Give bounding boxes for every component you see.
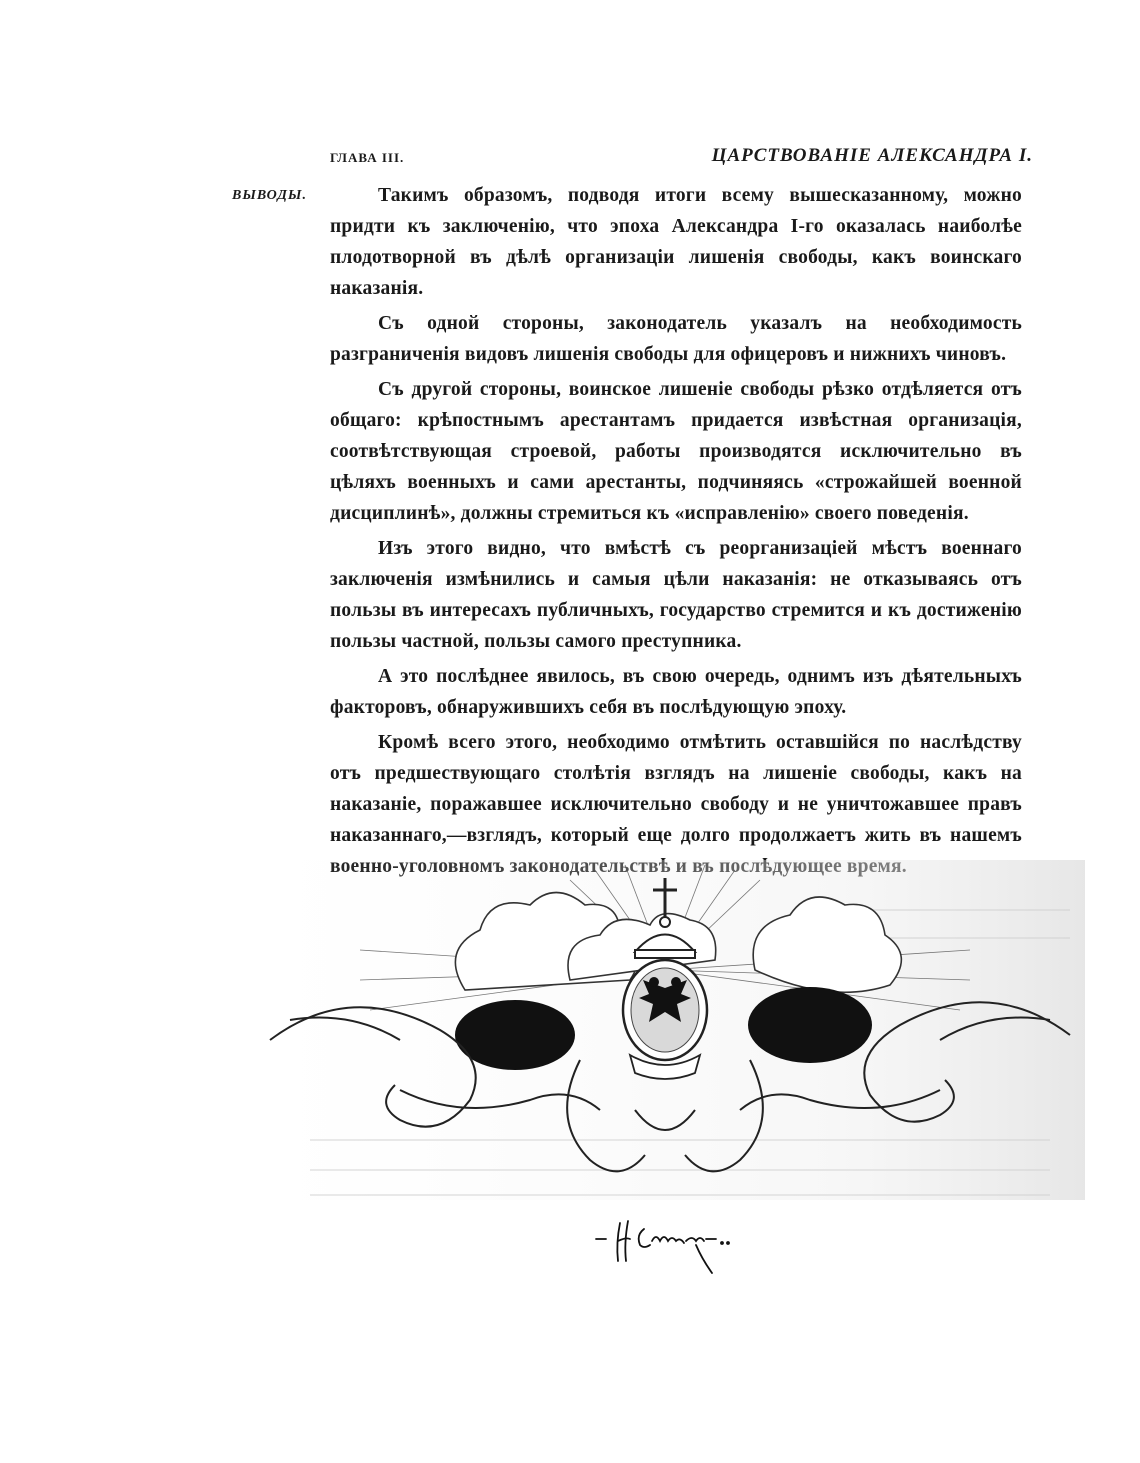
margin-note: ВЫВОДЫ. xyxy=(232,188,307,203)
artist-signature-icon xyxy=(592,1215,752,1275)
running-head-title: ЦАРСТВОВАНІЕ АЛЕКСАНДРА I. xyxy=(711,145,1033,166)
paragraph: А это послѣднее явилось, въ свою очередь, однимъ изъ дѣятельныхъ факторовъ, обнаружившихъ себя въ послѣдующую эпоху. xyxy=(330,666,1022,718)
running-head-chapter: ГЛАВА III. xyxy=(330,150,405,165)
paragraph: Такимъ образомъ, подводя итоги всему вышесказанному, можно придти къ заключенію, что эпоха Александра I-го оказалась наиболѣе плодотворной въ дѣлѣ организаціи лишенія свободы, какъ воинскаго наказанія. xyxy=(330,185,1022,299)
paragraph: Съ одной стороны, законодатель указалъ на необходимость разграниченія видовъ лишенія свободы для офицеровъ и нижнихъ чиновъ. xyxy=(330,313,1022,365)
crest-vignette-icon xyxy=(250,860,1090,1210)
paragraph: Съ другой стороны, воинское лишеніе свободы рѣзко отдѣляется отъ общаго: крѣпостнымъ арестантамъ придается извѣстная организація, соотвѣтствующая строевой, работы производятся исключительно въ цѣляхъ военныхъ и сами арестанты, подчиняясь «строжайшей военной дисциплинѣ», должны стремиться къ «исправленію» своего поведенія. xyxy=(330,379,1022,524)
paragraph: Кромѣ всего этого, необходимо отмѣтить оставшійся по наслѣдству отъ предшествующаго столѣтія взглядъ на лишеніе свободы, какъ на наказаніе, поражавшее исключительно свободу и не уничтожавшее правъ наказаннаго,—взглядъ, который еще долго продолжаетъ жить въ нашемъ xyxy=(330,732,1022,846)
paragraph: Изъ этого видно, что вмѣстѣ съ реорганизаціей мѣстъ военнаго заключенія измѣнились и самыя цѣли наказанія: не отказываясь отъ пользы въ интересахъ публичныхъ, государство стремится и къ достиженію пользы частной, пользы самого преступника. xyxy=(330,538,1022,652)
body-text xyxy=(330,180,1022,886)
